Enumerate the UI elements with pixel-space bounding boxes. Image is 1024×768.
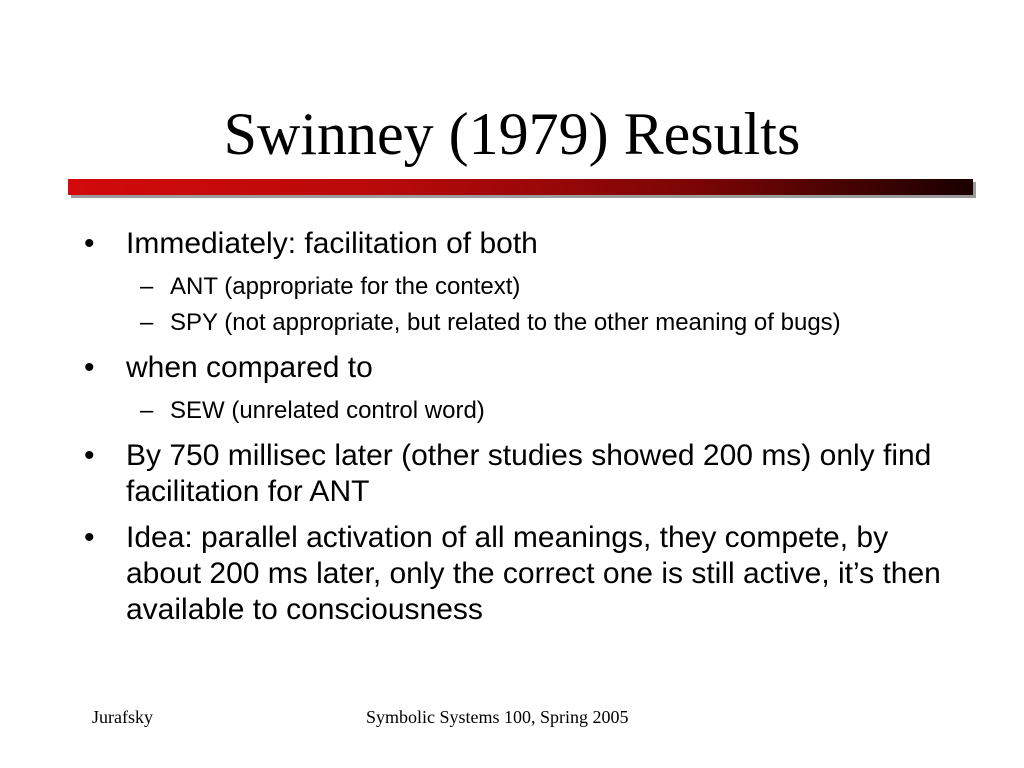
- bullet-text: when compared to: [126, 351, 373, 384]
- sub-bullet-item: [84, 272, 944, 302]
- sub-bullet-text: SPY (not appropriate, but related to the other meaning of bugs): [170, 309, 841, 336]
- dash-marker: –: [140, 273, 154, 300]
- title-divider: [68, 179, 973, 195]
- bullet-marker: •: [84, 521, 95, 554]
- bullet-marker: •: [84, 227, 95, 260]
- bullet-text: Idea: parallel activation of all meanings, they compete, by about 200 ms later, only the correct one is still active, it’s then available to consciousness: [126, 521, 941, 626]
- bullet-item: [84, 350, 944, 386]
- sub-bullet-text: ANT (appropriate for the context): [170, 273, 521, 300]
- bullet-item: [84, 438, 944, 510]
- bullet-marker: •: [84, 351, 95, 384]
- sub-bullet-item: [84, 396, 944, 426]
- bullet-text: Immediately: facilitation of both: [126, 227, 538, 260]
- slide-title: Swinney (1979) Results: [223, 101, 801, 167]
- slide-body: [84, 226, 944, 638]
- bullet-item: [84, 520, 944, 628]
- dash-marker: –: [140, 397, 154, 424]
- sub-bullet-text: SEW (unrelated control word): [170, 397, 485, 424]
- sub-bullet-item: [84, 308, 944, 338]
- footer-course: Symbolic Systems 100, Spring 2005: [366, 707, 629, 727]
- bullet-text: By 750 millisec later (other studies showed 200 ms) only find facilitation for ANT: [126, 439, 932, 508]
- bullet-marker: •: [84, 439, 95, 472]
- footer-author: Jurafsky: [92, 707, 153, 727]
- dash-marker: –: [140, 309, 154, 336]
- bullet-item: [84, 226, 944, 262]
